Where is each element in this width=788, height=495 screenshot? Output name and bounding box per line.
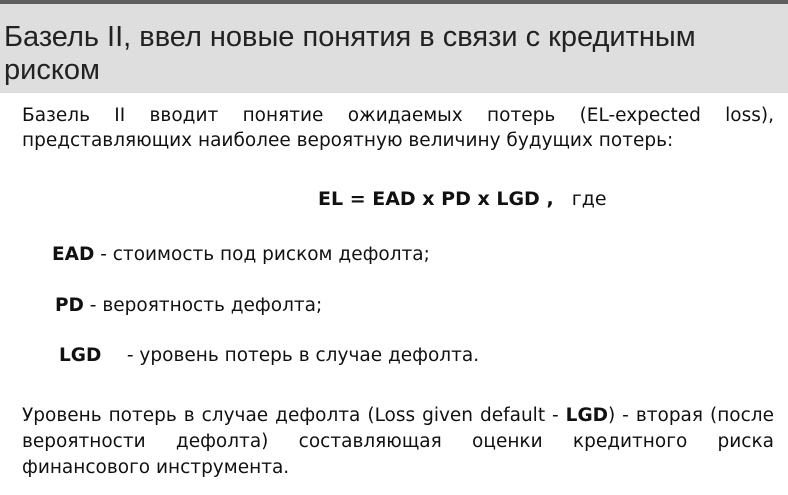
closing-term: LGD	[565, 405, 609, 426]
definition-term: LGD	[59, 345, 102, 366]
closing-line-1	[22, 403, 774, 429]
closing-part-2: ) - вторая (после	[608, 405, 774, 426]
closing-part-1: Уровень потерь в случае дефолта (Loss given default -	[22, 405, 566, 426]
definition-text: - уровень потерь в случае дефолта.	[121, 345, 480, 366]
formula-suffix: где	[571, 188, 607, 210]
el-formula	[318, 186, 607, 212]
closing-line-3: финансового инструмента.	[22, 457, 290, 478]
definition-lgd	[59, 343, 479, 369]
closing-line-2: вероятности дефолта) составляющая оценки кредитного риска	[22, 431, 774, 452]
closing-paragraph	[22, 403, 774, 481]
definition-text: - вероятность дефолта;	[83, 295, 323, 316]
definition-text: - стоимость под риском дефолта;	[94, 244, 430, 265]
intro-paragraph	[22, 103, 774, 153]
title-band	[0, 4, 788, 93]
formula-expression: EL = EAD x PD x LGD ,	[318, 188, 554, 210]
definition-ead	[52, 242, 430, 268]
definition-pd	[55, 293, 322, 319]
definition-term: PD	[55, 295, 84, 316]
definition-term: EAD	[52, 244, 95, 265]
intro-line-2: представляющих наиболее вероятную величину будущих потерь:	[22, 130, 674, 151]
slide-title: Базель II, ввел новые понятия в связи с кредитным риском	[4, 21, 696, 86]
intro-line-1: Базель II вводит понятие ожидаемых потерь (EL-expected loss),	[22, 105, 774, 126]
